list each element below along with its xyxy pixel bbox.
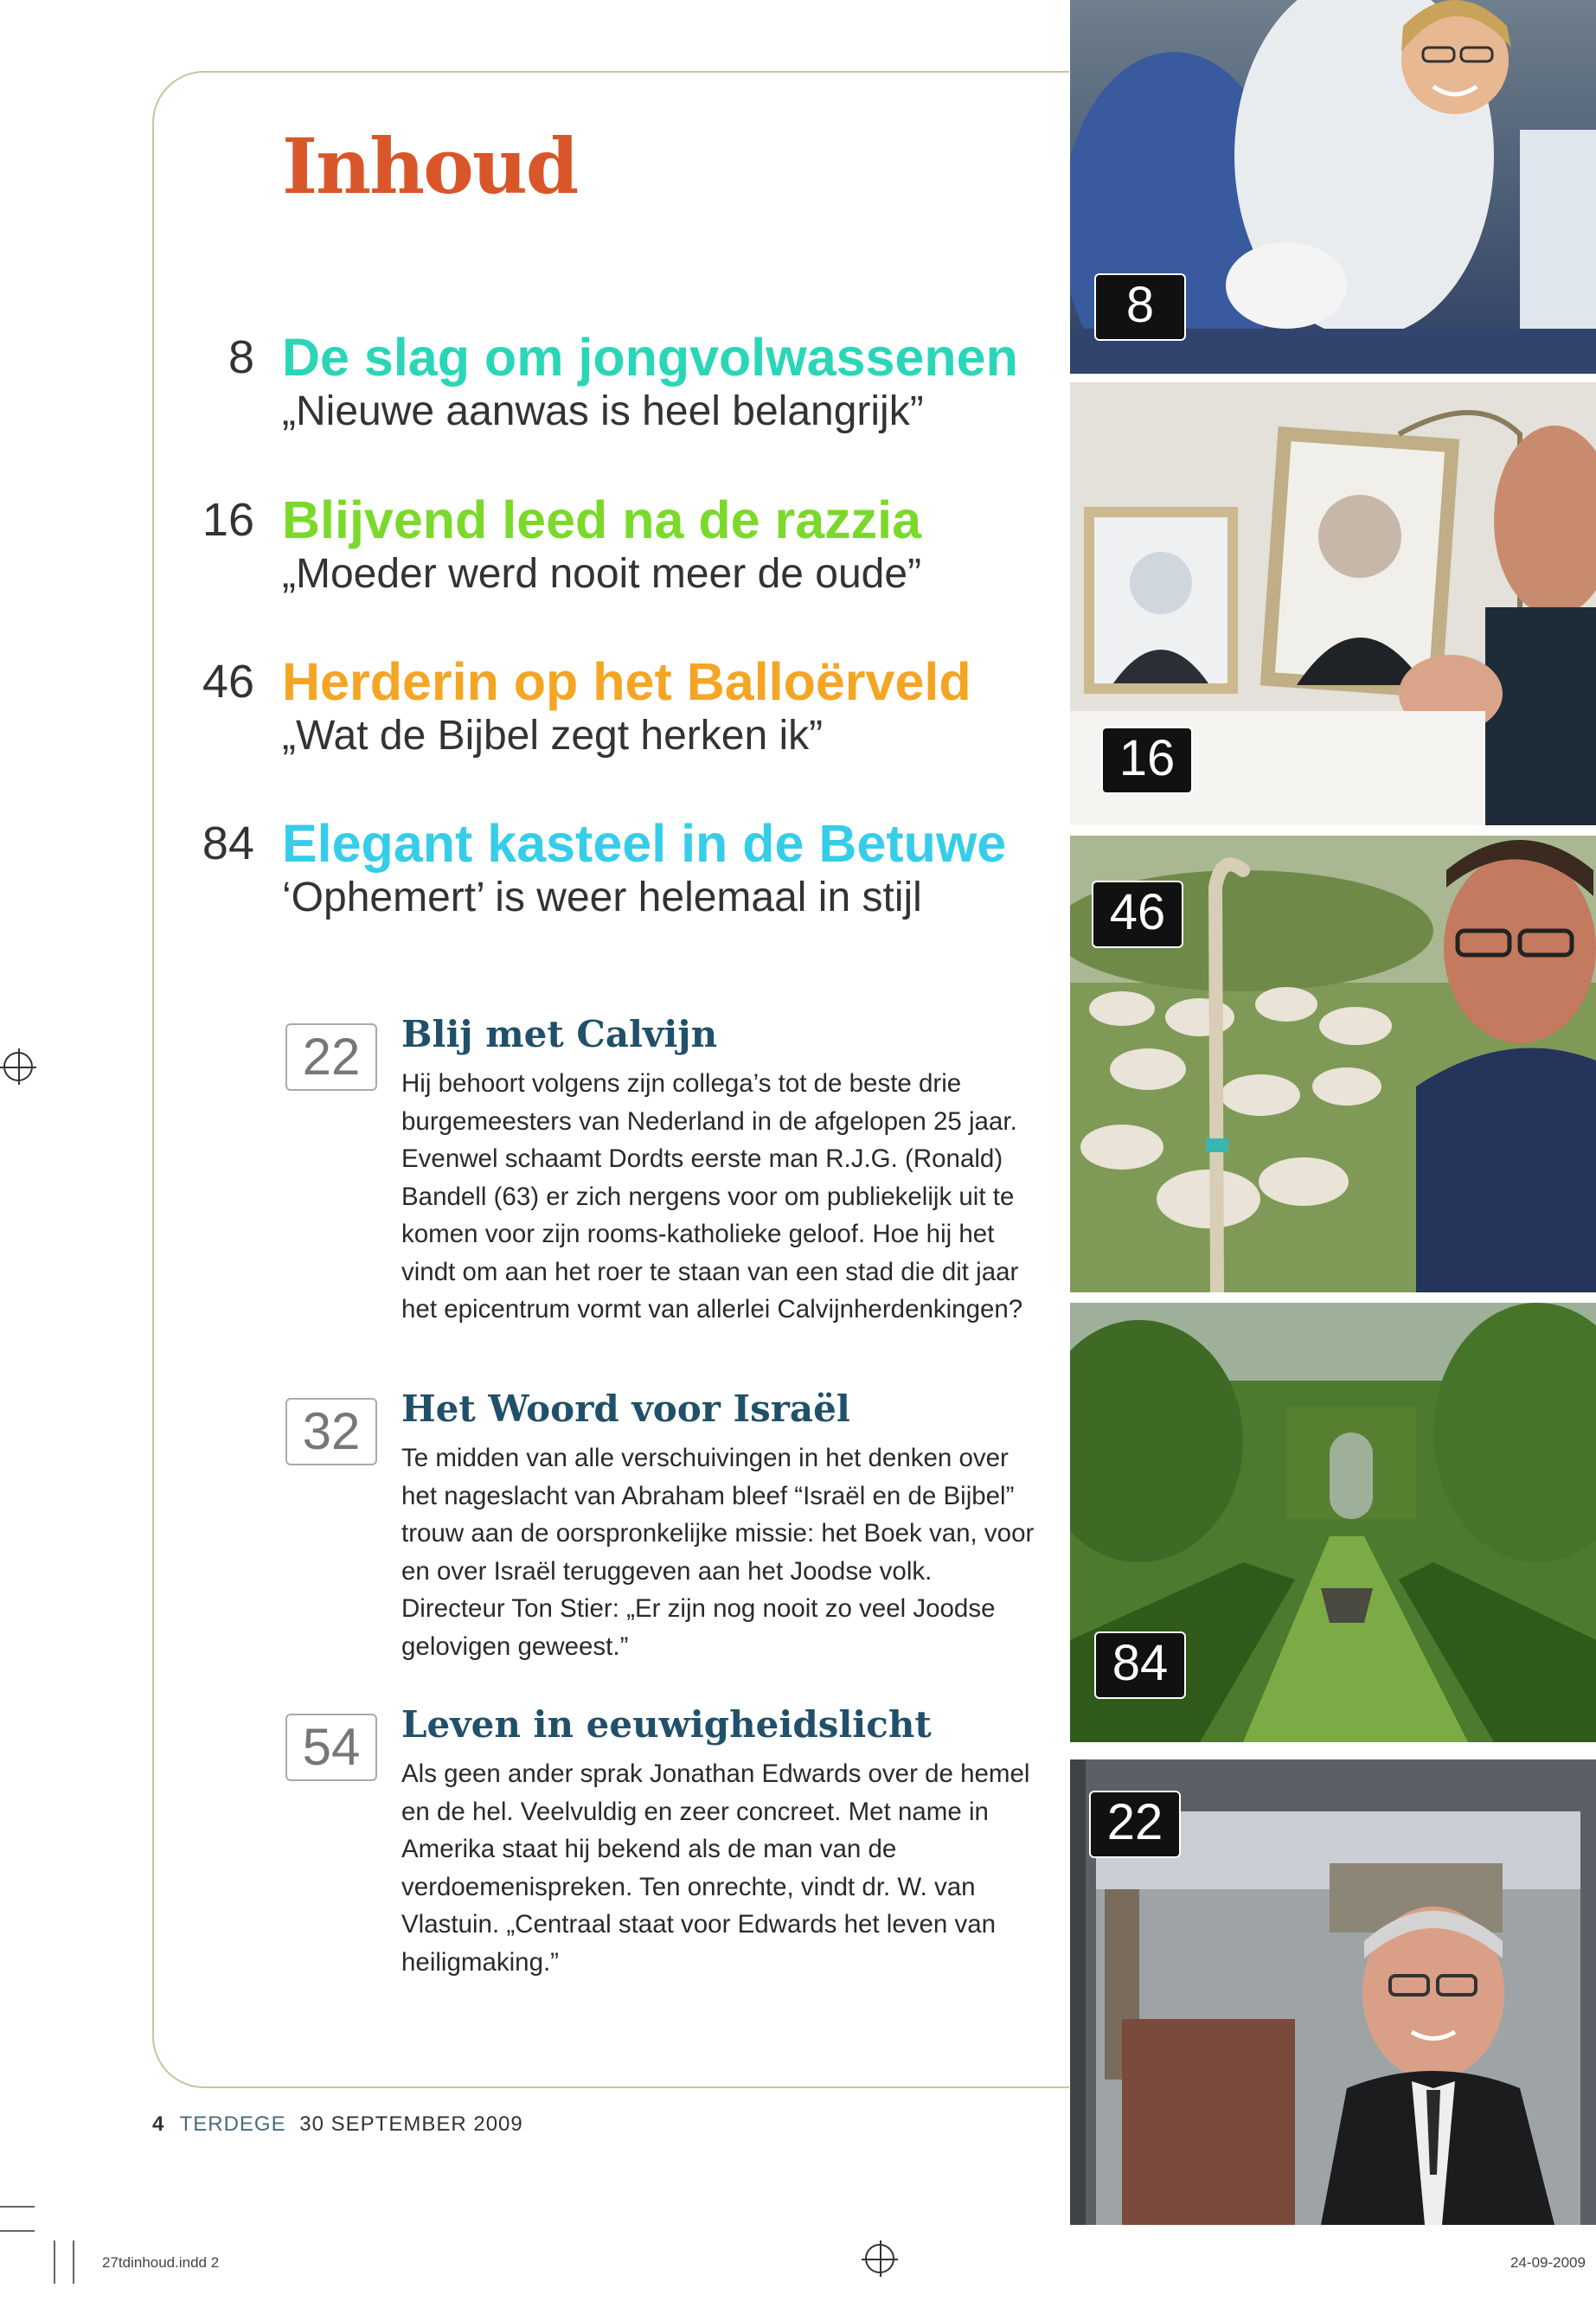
photo-shepherdess[interactable] xyxy=(1070,836,1596,1292)
slug-date: 24-09-2009 xyxy=(1510,2254,1586,2271)
feature-title: Blijvend leed na de razzia xyxy=(282,490,922,549)
article-page-number: 32 xyxy=(285,1398,377,1465)
feature-page-number: 46 xyxy=(202,656,254,708)
photo-page-badge: 84 xyxy=(1094,1631,1186,1699)
feature-page-number: 8 xyxy=(228,331,254,383)
page-folio xyxy=(152,2112,523,2137)
feature-page-number: 16 xyxy=(202,494,254,546)
article-summary: Als geen ander sprak Jonathan Edwards over de hemel en de hel. Veelvuldig en zeer concreet. Met name in Amerika staat hij bekend als de man van de verdoemenispreken. Ten onrechte, vindt dr. W. van Vlastuin. „Centraal staat voor Edwards het leven van heiligmaking.” xyxy=(401,1759,1030,1977)
feature-subtitle: ‘Ophemert’ is weer helemaal in stijl xyxy=(282,875,922,920)
photo-portraits[interactable] xyxy=(1070,382,1596,825)
folio-magazine: TERDEGE xyxy=(179,2112,286,2136)
feature-subtitle: „Wat de Bijbel zegt herken ik” xyxy=(282,713,824,759)
article-page-number: 54 xyxy=(285,1714,377,1781)
folio-page-number: 4 xyxy=(152,2112,165,2136)
article-title: Leven in eeuwigheidslicht xyxy=(401,1703,932,1746)
registration-mark-icon xyxy=(865,2244,894,2273)
photo-page-badge: 22 xyxy=(1089,1791,1181,1858)
article-title: Het Woord voor Israël xyxy=(401,1388,850,1430)
feature-title: Elegant kasteel in de Betuwe xyxy=(282,814,1007,873)
feature-subtitle: „Moeder werd nooit meer de oude” xyxy=(282,551,922,597)
photo-page-badge: 16 xyxy=(1101,727,1193,794)
photo-page-badge: 46 xyxy=(1092,881,1183,948)
photo-castle-garden[interactable] xyxy=(1070,1303,1596,1742)
feature-title: De slag om jongvolwassenen xyxy=(282,328,1018,387)
feature-subtitle: „Nieuwe aanwas is heel belangrijk” xyxy=(282,388,924,434)
crop-mark xyxy=(0,2230,35,2232)
photo-mayor[interactable] xyxy=(1070,1759,1596,2225)
feature-title: Herderin op het Balloërveld xyxy=(282,652,971,711)
photo-page-badge: 8 xyxy=(1094,273,1186,341)
feature-page-number: 84 xyxy=(202,817,254,869)
crop-mark xyxy=(0,2206,35,2208)
photo-young-adults[interactable] xyxy=(1070,0,1596,374)
slug-filename: 27tdinhoud.indd 2 xyxy=(102,2254,220,2271)
page-title: Inhoud xyxy=(282,121,578,211)
crop-mark xyxy=(54,2240,55,2284)
article-summary: Te midden van alle verschuivingen in het denken over het nageslacht van Abraham bleef “Israël en de Bijbel” trouw aan de oorspronkelijke missie: het Boek van, voor en over Israël teruggeven aan het Joodse volk. Directeur Ton Stier: „Er zijn nog nooit zo veel Joodse gelovigen geweest.” xyxy=(401,1444,1035,1661)
folio-date: 30 SEPTEMBER 2009 xyxy=(299,2112,523,2136)
crop-mark xyxy=(73,2240,74,2284)
article-page-number: 22 xyxy=(285,1023,377,1091)
registration-mark-icon xyxy=(3,1052,33,1081)
article-summary: Hij behoort volgens zijn collega’s tot de beste drie burgemeesters van Nederland in de afgelopen 25 jaar. Evenwel schaamt Dordts eerste man R.J.G. (Ronald) Bandell (63) er zich nergens voor om publiekelijk uit te komen voor zijn rooms-katholieke geloof. Hoe hij het vindt om aan het roer te staan van een stad die dit jaar het epicentrum vormt van allerlei Calvijnherdenkingen? xyxy=(401,1069,1023,1324)
article-title: Blij met Calvijn xyxy=(401,1013,718,1055)
